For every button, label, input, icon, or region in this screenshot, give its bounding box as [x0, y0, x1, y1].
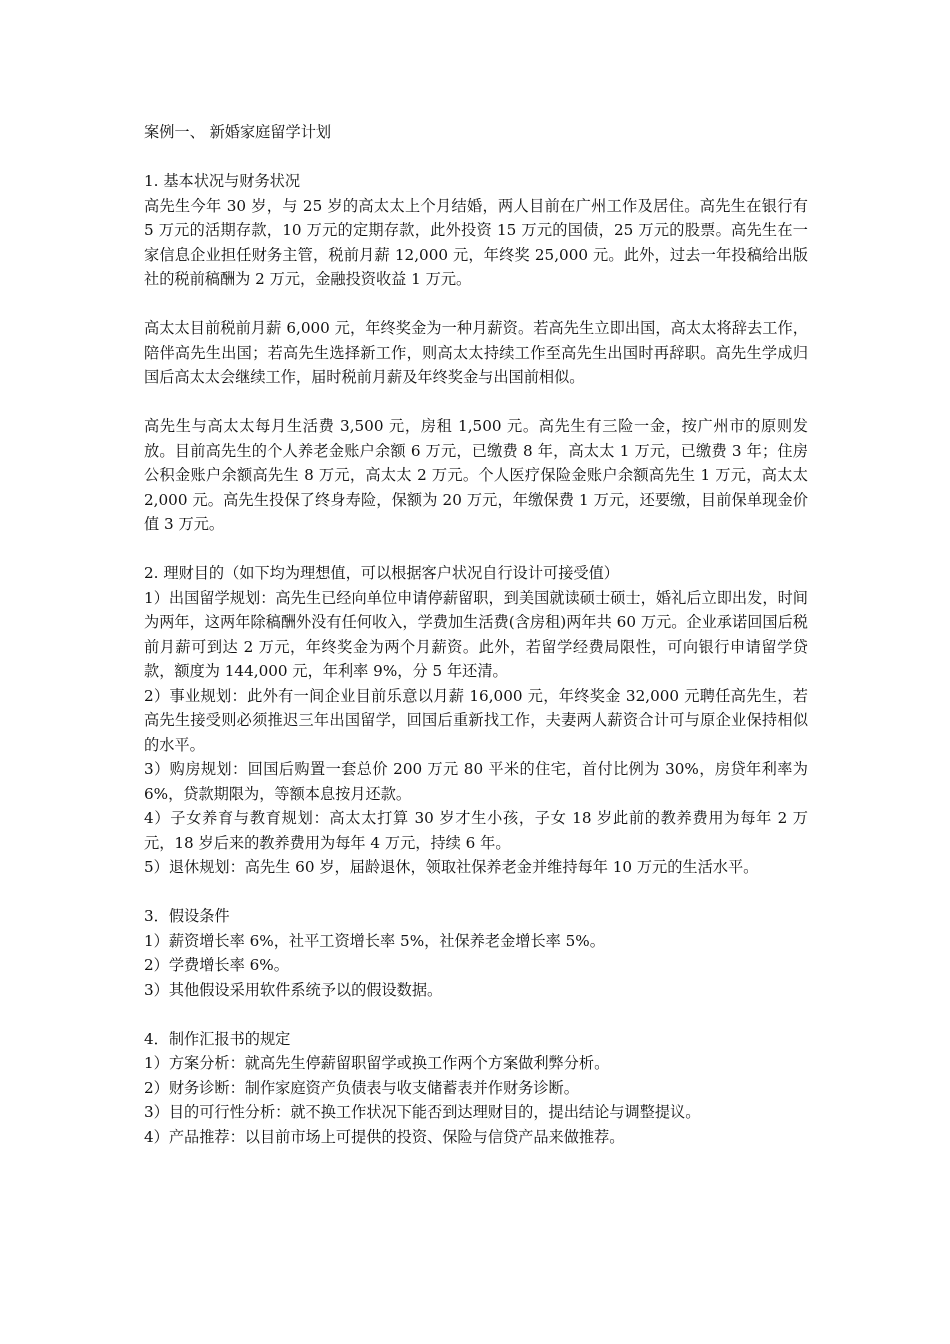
document-title: 案例一、 新婚家庭留学计划	[144, 123, 332, 141]
spacer	[144, 292, 808, 317]
spacer	[144, 880, 808, 905]
section2-heading: 2. 理财目的（如下均为理想值，可以根据客户状况自行设计可接受值）	[144, 564, 619, 582]
section4-heading: 4．制作汇报书的规定	[144, 1029, 291, 1048]
section3-heading: 3．假设条件	[144, 907, 230, 925]
section2-item: 5）退休规划：高先生 60 岁，届龄退休，领取社保养老金并维持每年 10 万元的生活水平。	[144, 858, 759, 876]
section2-item: 3）购房规划：回国后购置一套总价 200 万元 80 平米的住宅，首付比例为 30%，房贷年利率为 6%，贷款期限为，等额本息按月还款。	[144, 760, 808, 803]
section4-item: 1）方案分析：就高先生停薪留职留学或换工作两个方案做利弊分析。	[144, 1054, 610, 1072]
section2-item: 1）出国留学规划：高先生已经向单位申请停薪留职，到美国就读硕士硕士，婚礼后立即出发，时间为两年，这两年除稿酬外没有任何收入，学费加生活费(含房租)两年共 60 万元。企业承诺回国后税前月薪可到达 2 万元，年终奖金为两个月薪资。此外，若留学经费局限性，可向银行申请留学贷款，额度为 144,000 元，年利率 9%，分 5 年还清。	[144, 588, 808, 680]
section2-item: 2）事业规划：此外有一间企业目前乐意以月薪 16,000 元，年终奖金 32,000 元聘任高先生，若高先生接受则必须推迟三年出国留学，回国后重新找工作，夫妻两人薪资合计可与原企业保持相似的水平。	[144, 686, 808, 754]
section2-item: 4）子女养育与教育规划：高太太打算 30 岁才生小孩，子女 18 岁此前的教养费用为每年 2 万元，18 岁后来的教养费用为每年 4 万元，持续 6 年。	[144, 809, 808, 852]
section4-item: 4）产品推荐：以目前市场上可提供的投资、保险与信贷产品来做推荐。	[144, 1127, 625, 1146]
spacer	[144, 145, 808, 170]
spacer	[144, 1002, 808, 1027]
section1-paragraph-1: 高先生今年 30 岁，与 25 岁的高太太上个月结婚，两人目前在广州工作及居住。高先生在银行有 5 万元的活期存款，10 万元的定期存款，此外投资 15 万元的国债，25 万元的股票。高先生在一家信息企业担任财务主管，税前月薪 12,000 元，年终奖 25,000 元。此外，过去一年投稿给出版社的税前稿酬为 2 万元，金融投资收益 1 万元。	[144, 196, 808, 288]
section1-paragraph-2: 高太太目前税前月薪 6,000 元，年终奖金为一种月薪资。若高先生立即出国，高太太将辞去工作，陪伴高先生出国；若高先生选择新工作，则高太太持续工作至高先生出国时再辞职。高先生学成归国后高太太会继续工作，届时税前月薪及年终奖金与出国前相似。	[144, 319, 808, 386]
document-page	[144, 120, 808, 1149]
section3-item: 1）薪资增长率 6%，社平工资增长率 5%，社保养老金增长率 5%。	[144, 931, 605, 950]
spacer	[144, 390, 808, 415]
spacer	[144, 537, 808, 562]
section3-item: 3）其他假设采用软件系统予以的假设数据。	[144, 980, 443, 999]
section4-item: 3）目的可行性分析：就不换工作状况下能否到达理财目的，提出结论与调整提议。	[144, 1103, 701, 1121]
section1-paragraph-3: 高先生与高太太每月生活费 3,500 元，房租 1,500 元。高先生有三险一金，按广州市的原则发放。目前高先生的个人养老金账户余额 6 万元，已缴费 8 年，高太太 1 万元，已缴费 3 年；住房公积金账户余额高先生 8 万元，高太太 2 万元。个人医疗保险金账户余额高先生 1 万元，高太太 2,000 元。高先生投保了终身寿险，保额为 20 万元，年缴保费 1 万元，还要缴，目前保单现金价值 3 万元。	[144, 417, 808, 533]
section4-item: 2）财务诊断：制作家庭资产负债表与收支储蓄表并作财务诊断。	[144, 1078, 579, 1097]
section1-heading: 1. 基本状况与财务状况	[144, 172, 301, 190]
section3-item: 2）学费增长率 6%。	[144, 956, 289, 974]
